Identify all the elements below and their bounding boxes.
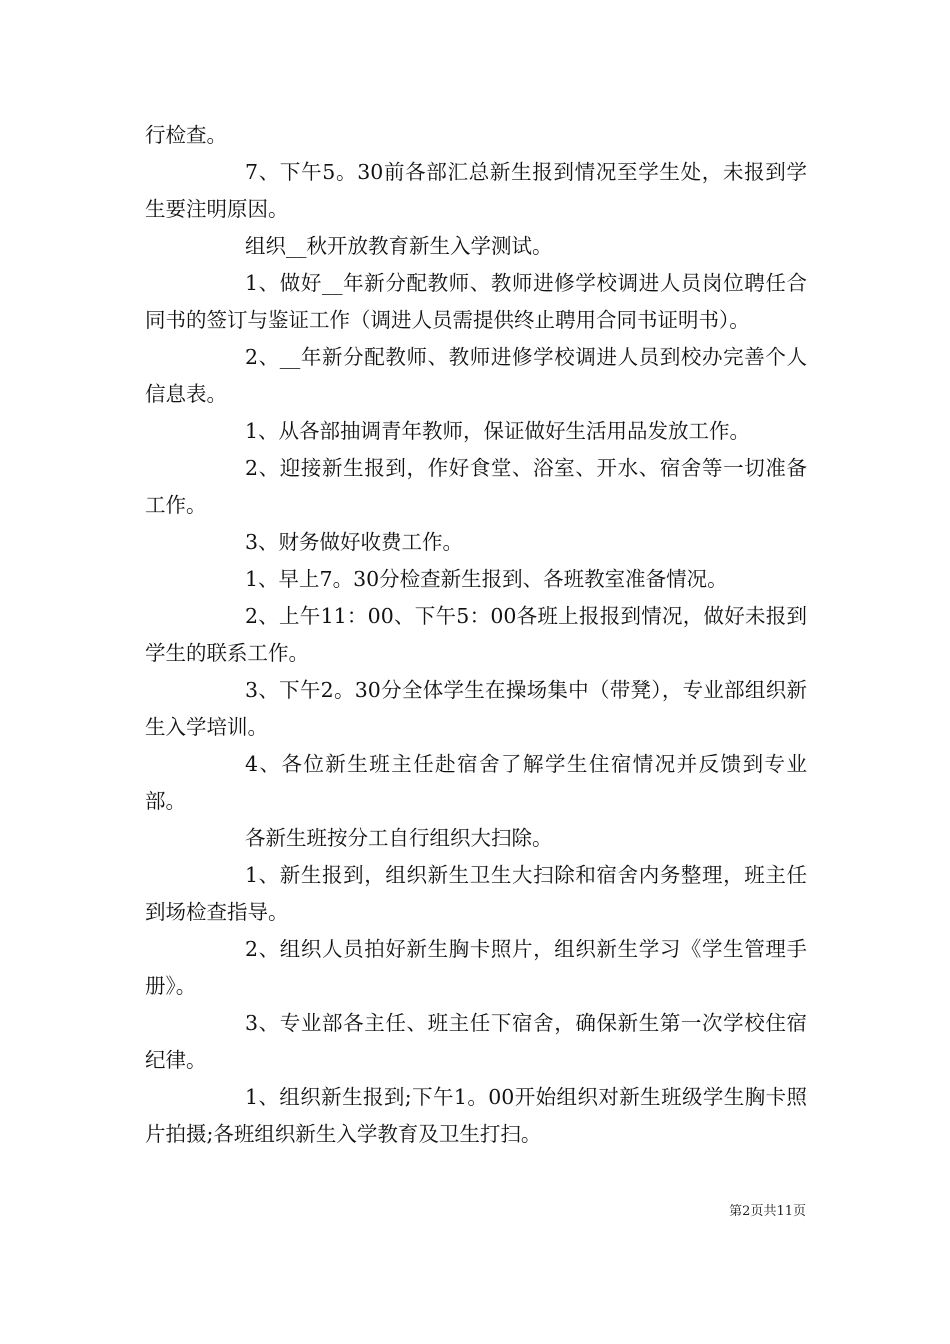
page-footer xyxy=(729,1203,806,1221)
paragraph: 2、组织人员拍好新生胸卡照片，组织新生学习《学生管理手册》。 xyxy=(145,937,807,998)
paragraph: 1、早上7。30分检查新生报到、各班教室准备情况。 xyxy=(245,567,728,591)
page-number-label: 第2页共11页 xyxy=(729,1204,806,1219)
paragraph: 3、财务做好收费工作。 xyxy=(245,530,464,554)
document-body xyxy=(145,117,807,1153)
paragraph: 2、上午11：00、下午5：00各班上报报到情况，做好未报到学生的联系工作。 xyxy=(145,604,807,665)
paragraph: 各新生班按分工自行组织大扫除。 xyxy=(245,826,553,850)
paragraph: 7、下午5。30前各部汇总新生报到情况至学生处，未报到学生要注明原因。 xyxy=(145,160,807,221)
paragraph: 3、专业部各主任、班主任下宿舍，确保新生第一次学校住宿纪律。 xyxy=(145,1011,807,1072)
paragraph: 2、迎接新生报到，作好食堂、浴室、开水、宿舍等一切准备工作。 xyxy=(145,456,807,517)
paragraph: 4、各位新生班主任赴宿舍了解学生住宿情况并反馈到专业部。 xyxy=(145,752,807,813)
paragraph: 组织__秋开放教育新生入学测试。 xyxy=(245,234,553,258)
paragraph: 1、组织新生报到;下午1。00开始组织对新生班级学生胸卡照片拍摄;各班组织新生入学教育及卫生打扫。 xyxy=(145,1085,807,1146)
paragraph: 2、__年新分配教师、教师进修学校调进人员到校办完善个人信息表。 xyxy=(145,345,807,406)
paragraph: 1、新生报到，组织新生卫生大扫除和宿舍内务整理，班主任到场检查指导。 xyxy=(145,863,807,924)
paragraph: 1、从各部抽调青年教师，保证做好生活用品发放工作。 xyxy=(245,419,751,443)
paragraph: 1、做好__年新分配教师、教师进修学校调进人员岗位聘任合同书的签订与鉴证工作（调进人员需提供终止聘用合同书证明书）。 xyxy=(145,271,807,332)
paragraph: 3、下午2。30分全体学生在操场集中（带凳），专业部组织新生入学培训。 xyxy=(145,678,807,739)
paragraph: 行检查。 xyxy=(145,123,227,147)
